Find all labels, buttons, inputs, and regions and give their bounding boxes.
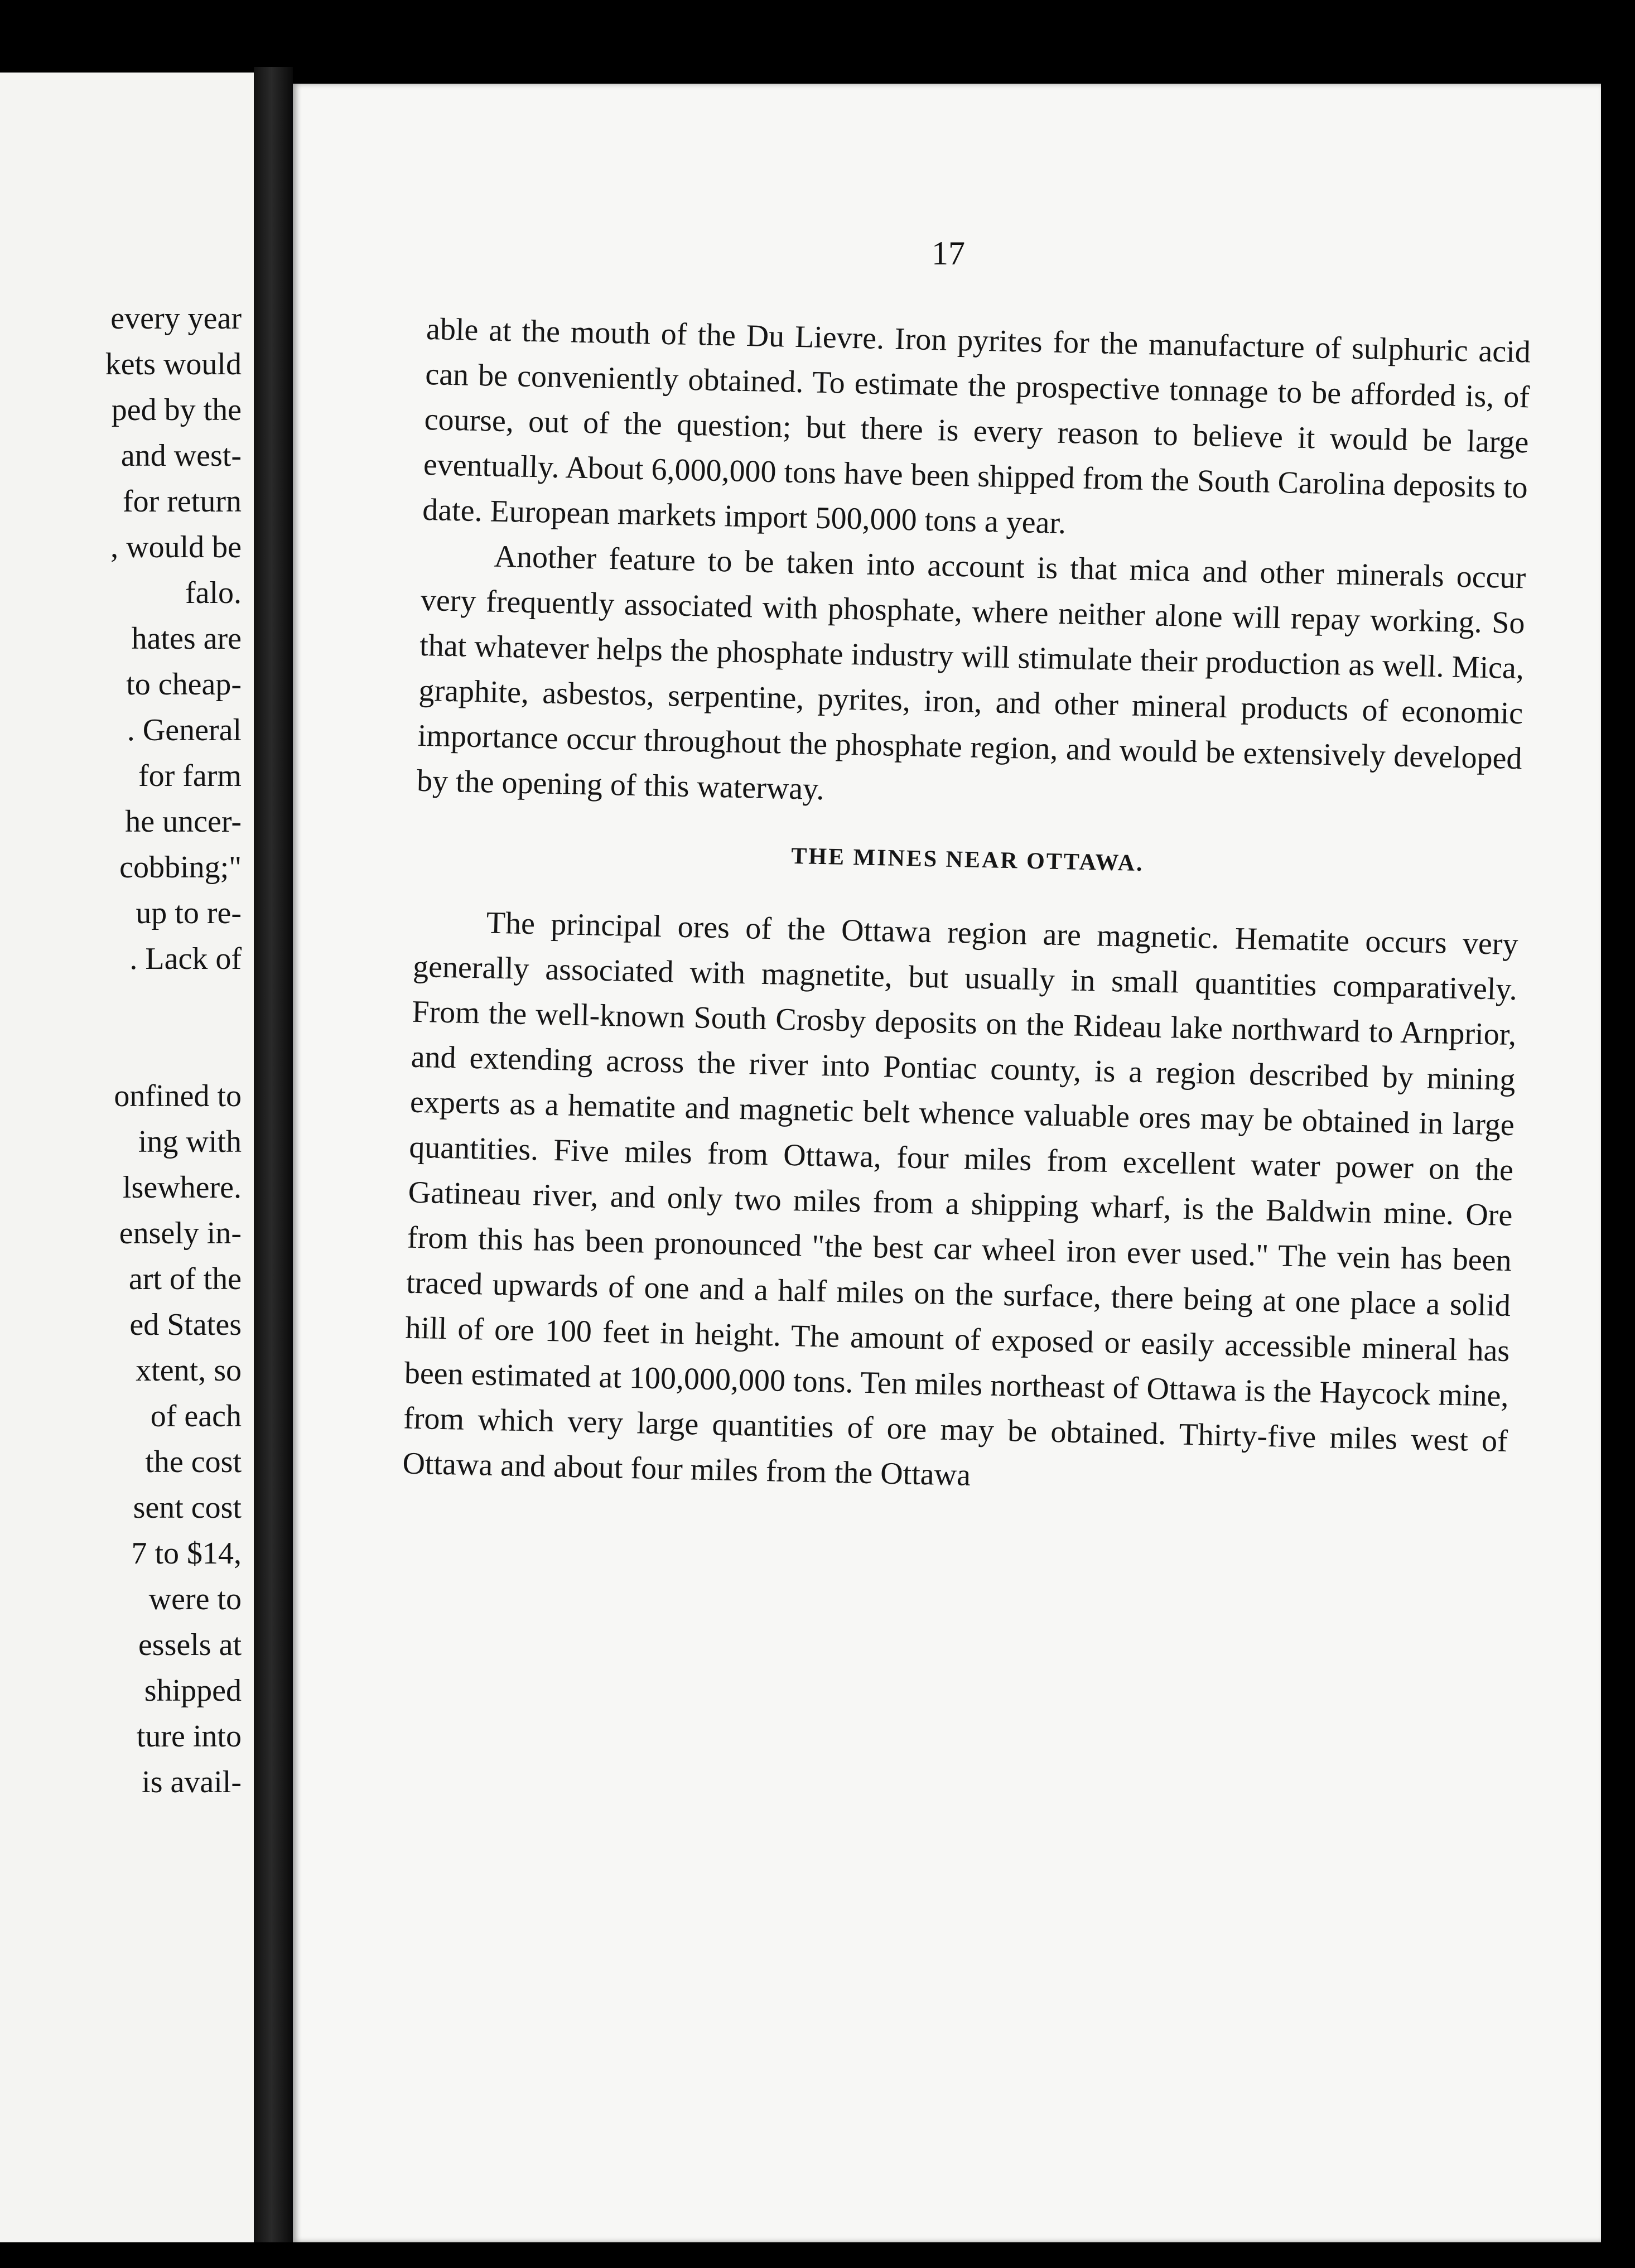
page-body [402, 307, 1531, 1509]
previous-page-line: ed States [129, 1307, 242, 1342]
previous-page-line: ture into [136, 1719, 242, 1754]
previous-page-line: . Lack of [129, 942, 242, 976]
previous-page-fragment [0, 73, 256, 2242]
previous-page-line: hates are [131, 621, 242, 656]
previous-page-line: ensely in- [119, 1216, 242, 1251]
previous-page-line: art of the [128, 1262, 242, 1296]
previous-page-line: he uncer- [125, 804, 242, 839]
previous-page-line [105, 982, 242, 1073]
paragraph-ottawa-ores: The principal ores of the Ottawa region are magnetic. Hematite occurs very generally associated with magnetite, but usually in small quantities comparatively. From the well-known South Crosby deposits on the Rideau lake northward to Arnprior, and extending across the river into Pontiac county, is a region described by mining experts as a hematite and magnetic belt whence valuable ores may be obtained in large quantities. Five miles from Ottawa, four miles from excellent water power on the Gatineau river, and only two miles from a shipping wharf, is the Baldwin mine. Ore from this has been pronounced "the best car wheel iron ever used." The vein has been traced upwards of one and a half miles on the surface, there being at one place a solid hill of ore 100 feet in height. The amount of exposed or easily accessible mineral has been estimated at 100,000,000 tons. Ten miles northeast of Ottawa is the Haycock mine, from which very large quantities of ore may be obtained. Thirty-five miles west of Ottawa and about four miles from the Ottawa [402, 905, 1519, 1493]
previous-page-line: shipped [144, 1673, 242, 1708]
previous-page-line: up to re- [136, 896, 242, 930]
previous-page-line: , would be [110, 530, 242, 564]
previous-page-line: to cheap- [126, 667, 242, 702]
section-heading: THE MINES NEAR OTTAWA. [790, 843, 1145, 877]
previous-page-line: essels at [138, 1628, 242, 1662]
paragraph-continuation: able at the mouth of the Du Lievre. Iron pyrites for the manufacture of sulphuric acid can be conveniently obtained. To estimate the prospective tonnage to be afforded is, of course, out of the question; but there is every reason to believe it would be large eventually. About 6,000,000 tons have been shipped from the South Carolina deposits to date. European markets import 500,000 tons a year. [422, 311, 1531, 541]
previous-page-line: is avail- [142, 1765, 242, 1799]
page-number: 17 [932, 235, 965, 272]
previous-page-line: ped by the [111, 393, 242, 427]
previous-page-line: 7 to $14, [131, 1536, 242, 1571]
previous-page-line: were to [148, 1582, 242, 1616]
current-page [293, 84, 1601, 2242]
previous-page-line: the cost [145, 1445, 242, 1479]
previous-page-line: of each [150, 1399, 242, 1434]
previous-page-line: . General [127, 713, 242, 747]
previous-page-text-lines [105, 296, 242, 1805]
previous-page-line: onfined to [114, 1079, 242, 1113]
previous-page-line: for return [122, 484, 242, 519]
previous-page-line: every year [110, 301, 242, 336]
previous-page-line: kets would [105, 347, 242, 382]
previous-page-line: falo. [185, 576, 242, 610]
previous-page-line: ing with [138, 1125, 242, 1159]
book-gutter [254, 67, 293, 2242]
previous-page-line: xtent, so [136, 1353, 242, 1388]
previous-page-line: for farm [138, 759, 242, 793]
previous-page-line: lsewhere. [122, 1170, 242, 1205]
previous-page-line: and west- [120, 438, 242, 473]
previous-page-line: cobbing;" [119, 850, 242, 885]
paragraph-mica-minerals: Another feature to be taken into account is that mica and other minerals occur very frequently associated with phosphate, where neither alone will repay working. So that whatever helps the phosphate industry will stimulate their production as well. Mica, graphite, asbestos, serpentine, pyrites, iron, and other mineral products of economic importance occur throughout the phosphate region, and would be extensively developed by the opening of this waterway. [416, 539, 1526, 807]
previous-page-line: sent cost [133, 1490, 242, 1525]
